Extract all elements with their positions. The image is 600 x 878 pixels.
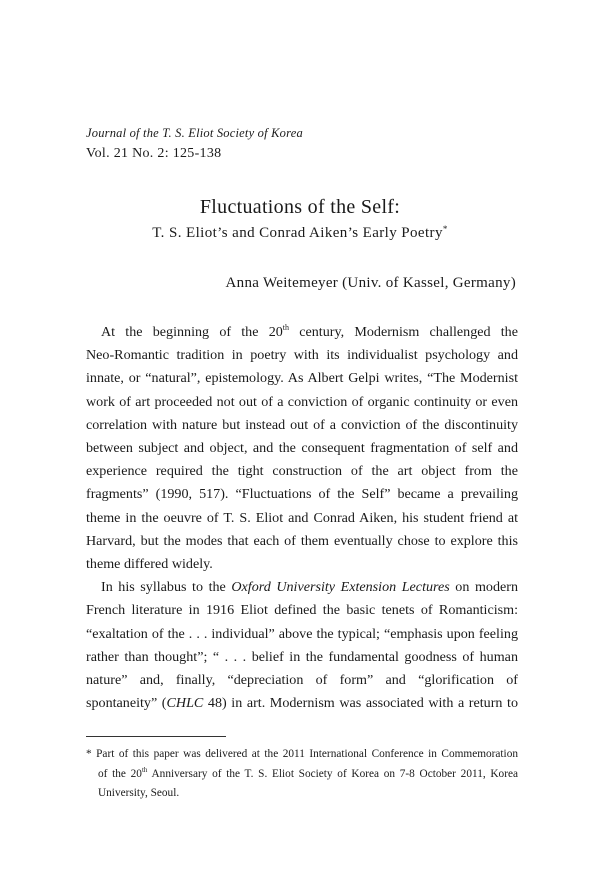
text-span: At the beginning of the 20 — [101, 324, 283, 340]
superscript: th — [282, 323, 290, 332]
author-line: Anna Weitemeyer (Univ. of Kassel, Germany) — [225, 275, 516, 291]
body-line — [86, 576, 518, 599]
body-line: correlation with nature but instead out of a conviction of the discontinuity — [86, 416, 518, 433]
italic-title: Oxford University Extension Lectures — [231, 579, 450, 596]
superscript: th — [141, 765, 148, 774]
text-span: of the 20 — [98, 767, 142, 780]
article-body — [86, 321, 518, 715]
volume-info: Vol. 21 No. 2: 125-138 — [86, 146, 222, 161]
body-line: theme differed widely. — [86, 556, 213, 573]
body-line: French literature in 1916 Eliot defined the basic tenets of Romanticism: — [86, 602, 518, 619]
body-line: innate, or “natural”, epistemology. As Albert Gelpi writes, “The Modernist — [86, 370, 518, 387]
text-span: century, Modernism challenged the — [289, 324, 518, 340]
footnote — [86, 745, 518, 804]
paragraph-2 — [86, 576, 518, 715]
footnote-line: * Part of this paper was delivered at the 2011 International Conference in Commemoration — [86, 748, 518, 760]
body-line: between subject and object, and the consequent fragmentation of self and — [86, 440, 518, 457]
body-line: theme in the oeuvre of T. S. Eliot and Conrad Aiken, his student friend at — [86, 509, 518, 526]
paragraph-1 — [86, 321, 518, 576]
body-line: nature” and, finally, “depreciation of form” and “glorification of — [86, 672, 518, 689]
footnote-divider — [86, 736, 226, 737]
italic-abbrev: CHLC — [166, 695, 204, 712]
text-span: spontaneity” ( — [86, 695, 167, 712]
footnote-line: University, Seoul. — [98, 787, 180, 799]
body-line: “exaltation of the . . . individual” above the typical; “emphasis upon feeling — [86, 625, 518, 642]
body-line: experience required the tight construction of the art object from the — [86, 463, 518, 480]
journal-name: Journal of the T. S. Eliot Society of Korea — [86, 126, 303, 140]
subtitle-text: T. S. Eliot’s and Conrad Aiken’s Early Poetry — [152, 225, 443, 241]
article-title: Fluctuations of the Self: — [199, 196, 401, 218]
text-span: Anniversary of the T. S. Eliot Society of Korea on 7-8 October 2011, Korea — [147, 767, 518, 780]
body-line: rather than thought”; “ . . . belief in the fundamental goodness of human — [86, 648, 518, 665]
body-line: fragments” (1990, 517). “Fluctuations of the Self” became a prevailing — [86, 486, 518, 503]
footnote-line — [86, 765, 518, 785]
text-span: on modern — [449, 579, 518, 596]
body-line: work of art proceeded not out of a conviction of organic continuity or even — [86, 393, 518, 410]
body-line: Harvard, but the modes that each of them eventually chose to explore this — [86, 532, 518, 549]
text-span: 48) in art. Modernism was associated with a return to — [203, 695, 519, 712]
body-line: Neo-Romantic tradition in poetry with its individualist psychology and — [86, 347, 518, 364]
body-line — [86, 321, 518, 344]
subtitle-footnote-mark: * — [442, 224, 448, 234]
article-subtitle — [0, 225, 600, 242]
body-line — [86, 692, 518, 715]
text-span: In his syllabus to the — [101, 579, 232, 596]
